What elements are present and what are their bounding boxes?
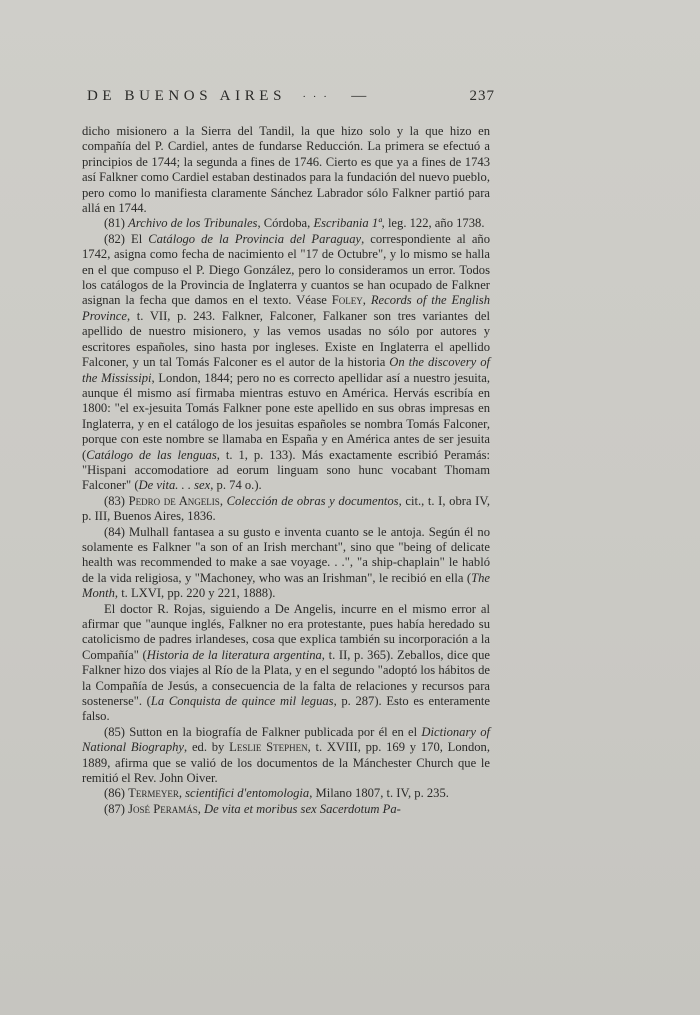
footnote-text: Sutton en la biografía de Falkner publicada por él en el <box>129 724 422 739</box>
footnote-text: , cit., t. I, obra IV, p. III, Buenos Aires, 1836. <box>82 493 490 524</box>
footnote-number: (82) <box>104 231 131 246</box>
footnote-text: Mulhall fantasea a su gusto e inventa cuanto se le antoja. Según él no solamente es Falkner "a son of an Irish merchant", sino que "being of delicate health was recommended to make a sae voyage. . .", "a ship-chaplain" le habló de la vida religiosa, y "Machoney, who was an Irishman", le recibió en ella ( <box>82 524 490 585</box>
footnote-text: , leg. 122, año 1738. <box>381 216 485 231</box>
footnote <box>82 232 490 494</box>
footnote <box>82 494 490 525</box>
italic-title: Archivo de los Tribunales <box>128 216 258 231</box>
italic-title: On the discovery of the Mississipi <box>82 355 490 385</box>
italic-title: La Conquista de quince mil leguas <box>150 694 334 709</box>
footnote-text: , t. XVIII, pp. 169 y 170, London, 1889, afirma que se valió de los documentos de la Mánchester Church que le remitió el Rev. John Oiver. <box>82 740 490 786</box>
italic-title: scientifici d'entomologia <box>185 786 310 801</box>
author-name: Pedro de Angelis <box>128 493 220 508</box>
footnote-text: , ed. by <box>184 740 230 755</box>
footnote-text: El <box>131 231 149 246</box>
footnote-number: (83) <box>104 493 129 508</box>
footnote-number: (87) <box>104 801 129 816</box>
footnote-text: , <box>219 493 227 508</box>
header-dots: · · · <box>302 91 329 103</box>
page-number: 237 <box>469 88 495 104</box>
footnote-text: , Córdoba, <box>257 216 314 231</box>
italic-title: De vita et moribus sex Sacerdotum Pa- <box>204 801 401 816</box>
footnote-text: , p. 74 o.). <box>210 478 262 493</box>
footnote-text: , London, 1844; pero no es correcto apellidar así a nuestro jesuita, aunque él mismo así firmaba mientras estuvo en América. Hervás escribía en 1800: "el ex-jesuita Tomás Falkner pone este apellido en sus obras impresas en Inglaterra, y en el catálogo de los jesuitas españoles se nombra Tomás Falconer, porque con este nombre se llamaba en España y en América antes de ser jesuita ( <box>82 370 491 462</box>
footnote-number: (84) <box>104 524 130 539</box>
italic-title: Escribania 1ª <box>313 216 382 231</box>
author-name: Foley <box>331 293 363 308</box>
running-header <box>87 88 495 105</box>
header-dash: — <box>351 88 371 104</box>
footnote-text: , <box>197 801 205 816</box>
footnote <box>82 786 490 801</box>
footnote-text: , <box>178 786 186 801</box>
footnote-text: , <box>362 293 371 308</box>
footnote-text: , correspondiente al año 1742, asigna como fecha de nacimiento el "17 de Octubre", y lo mismo se halla en el que compuso el P. Diego González, pero lo consideramos un error. Todos los catálogos de la Provincia de Inglaterra y cuantos se han ocupado de Falkner asignan la fecha que damos en el texto. Véase <box>82 231 490 308</box>
italic-title: Dictionary of National Biography <box>82 724 490 755</box>
footnote-number: (86) <box>104 786 129 801</box>
author-name: Leslie Stephen <box>229 740 308 755</box>
footnotes-list <box>82 216 490 817</box>
running-title: DE BUENOS AIRES <box>87 88 287 104</box>
footnote-text: , t. II, p. 365). Zeballos, dice que Falkner hizo dos viajes al Río de la Plata, y en el segundo "adoptó los hábitos de la Compañía de Jesús, a consecuencia de la falta de relaciones y recursos para sostenerse". ( <box>82 647 490 709</box>
italic-title: The Month <box>82 570 490 601</box>
footnote <box>82 802 490 817</box>
continuation-paragraph: dicho misionero a la Sierra del Tandil, la que hizo solo y la que hizo en compañía del P. Cardiel, antes de fundarse Reducción. La primera se efectuó a principios de 1744; la segunda a fines de 1746. Cierto es que ya a fines de 1743 así Falkner como Cardiel estaban destinados para la fundación del nuevo pueblo, pero como lo manifiesta claramente Sánchez Labrador sólo Falkner partió para allá en 1744. <box>82 124 490 216</box>
footnote <box>82 725 490 787</box>
author-name: Termeyer <box>128 786 179 801</box>
italic-title: Historia de la literatura argentina <box>146 647 322 662</box>
footnote <box>82 602 490 725</box>
author-name: José Peramás <box>128 801 198 816</box>
italic-title: Catálogo de las lenguas <box>86 447 217 462</box>
footnote-text: , t. 1, p. 133). Más exactamente escribió Peramás: "Hispani accomodatiore ad eorum linguam sono hunc vocabant Thomam Falconer" ( <box>82 447 490 493</box>
footnote-text: El doctor R. Rojas, siguiendo a De Angelis, incurre en el mismo error al afirmar que "aunque inglés, Falkner no era protestante, pues había heredado su catolicismo de padres irlandeses, cosa que explica también su incorporación a la Compañía" ( <box>82 601 490 662</box>
footnote-number: (81) <box>104 216 129 231</box>
footnote <box>82 216 490 231</box>
footnote-text: , p. 287). Esto es enteramente falso. <box>82 694 491 724</box>
footnote-text: , t. LXVI, pp. 220 y 221, 1888). <box>114 586 276 601</box>
footnote-number: (85) <box>104 724 130 739</box>
italic-title: De vita. . . sex <box>138 478 211 493</box>
italic-title: Colección de obras y documentos <box>226 493 399 508</box>
footnote <box>82 525 490 602</box>
italic-title: Records of the English Province <box>82 293 490 323</box>
footnote-text: , Milano 1807, t. IV, p. 235. <box>309 786 449 801</box>
footnote-text: , t. VII, p. 243. Falkner, Falconer, Falkaner son tres variantes del apellido de nuestro misionero, y las vemos usadas no sólo por autores y escritores españoles, sino hasta por ingleses. Existe en Inglaterra el apellido Falconer, y un tal Tomás Falconer es el autor de la historia <box>82 308 490 370</box>
notes-text <box>82 124 490 817</box>
italic-title: Catálogo de la Provincia del Paraguay <box>148 231 362 246</box>
